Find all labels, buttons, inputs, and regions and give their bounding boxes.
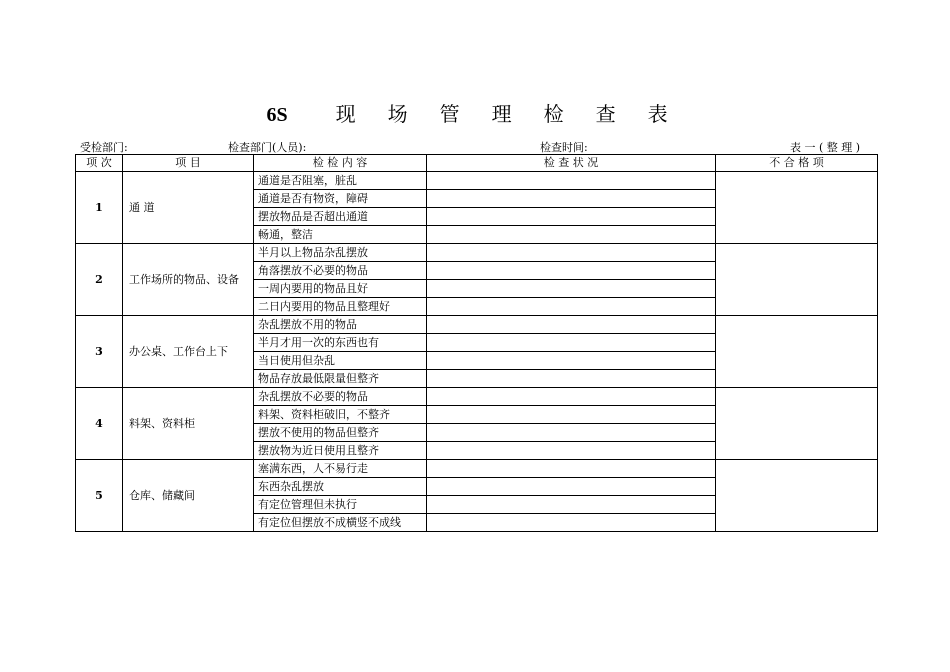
title-lead: 6S: [266, 104, 288, 126]
nonconforming-cell[interactable]: [716, 316, 878, 388]
item-number: 2: [76, 244, 123, 316]
check-content: 半月才用一次的东西也有: [254, 334, 427, 352]
header-item: 项 目: [123, 155, 254, 172]
status-cell[interactable]: [427, 226, 716, 244]
title-char: 检: [543, 102, 564, 126]
page-title: [0, 98, 950, 127]
status-cell[interactable]: [427, 262, 716, 280]
status-cell[interactable]: [427, 370, 716, 388]
nonconforming-cell[interactable]: [716, 388, 878, 460]
inspection-time-label: 检查时间:: [540, 141, 588, 154]
header-content: 检 检 内 容: [254, 155, 427, 172]
check-content: 杂乱摆放不必要的物品: [254, 388, 427, 406]
check-content: 杂乱摆放不用的物品: [254, 316, 427, 334]
check-content: 有定位管理但未执行: [254, 496, 427, 514]
status-cell[interactable]: [427, 406, 716, 424]
item-name: 料架、资料柜: [123, 388, 254, 460]
title-char: 表: [647, 102, 668, 126]
check-content: 半月以上物品杂乱摆放: [254, 244, 427, 262]
inspector-label: 检查部门(人员):: [228, 141, 307, 154]
status-cell[interactable]: [427, 280, 716, 298]
item-number: 5: [76, 460, 123, 532]
status-cell[interactable]: [427, 334, 716, 352]
table-row: [76, 460, 878, 478]
check-content: 摆放不使用的物品但整齐: [254, 424, 427, 442]
header-number: 项 次: [76, 155, 123, 172]
check-content: 摆放物为近日使用且整齐: [254, 442, 427, 460]
inspection-table: [75, 154, 878, 532]
item-number: 4: [76, 388, 123, 460]
title-char: 管: [439, 102, 460, 126]
check-content: 通道是否阻塞，脏乱: [254, 172, 427, 190]
check-content: 当日使用但杂乱: [254, 352, 427, 370]
item-number: 3: [76, 316, 123, 388]
status-cell[interactable]: [427, 442, 716, 460]
status-cell[interactable]: [427, 316, 716, 334]
status-cell[interactable]: [427, 496, 716, 514]
status-cell[interactable]: [427, 352, 716, 370]
status-cell[interactable]: [427, 460, 716, 478]
status-cell[interactable]: [427, 244, 716, 262]
check-content: 物品存放最低限量但整齐: [254, 370, 427, 388]
status-cell[interactable]: [427, 298, 716, 316]
check-content: 二日内要用的物品且整理好: [254, 298, 427, 316]
title-char: 理: [491, 102, 512, 126]
item-number: 1: [76, 172, 123, 244]
status-cell[interactable]: [427, 478, 716, 496]
nonconforming-cell[interactable]: [716, 460, 878, 532]
status-cell[interactable]: [427, 514, 716, 532]
check-content: 塞满东西，人不易行走: [254, 460, 427, 478]
table-row: [76, 316, 878, 334]
item-name: 办公桌、工作台上下: [123, 316, 254, 388]
title-char: 现: [335, 102, 356, 126]
item-name: 仓库、储藏间: [123, 460, 254, 532]
title-char: 查: [595, 102, 616, 126]
inspected-dept-label: 受检部门:: [80, 141, 128, 154]
table-row: [76, 172, 878, 190]
table-row: [76, 388, 878, 406]
status-cell[interactable]: [427, 424, 716, 442]
check-content: 有定位但摆放不成横竖不成线: [254, 514, 427, 532]
nonconforming-cell[interactable]: [716, 244, 878, 316]
header-nonconforming: 不 合 格 项: [716, 155, 878, 172]
item-name: 工作场所的物品、设备: [123, 244, 254, 316]
status-cell[interactable]: [427, 208, 716, 226]
table-row: [76, 244, 878, 262]
form-label: 表 一 ( 整 理 ): [790, 141, 861, 154]
status-cell[interactable]: [427, 190, 716, 208]
check-content: 畅通，整洁: [254, 226, 427, 244]
check-content: 通道是否有物资，障碍: [254, 190, 427, 208]
status-cell[interactable]: [427, 172, 716, 190]
check-content: 一周内要用的物品且好: [254, 280, 427, 298]
check-content: 角落摆放不必要的物品: [254, 262, 427, 280]
item-name: 通 道: [123, 172, 254, 244]
check-content: 摆放物品是否超出通道: [254, 208, 427, 226]
header-row: [76, 155, 878, 172]
check-content: 料架、资料柜破旧，不整齐: [254, 406, 427, 424]
title-char: 场: [387, 102, 408, 126]
nonconforming-cell[interactable]: [716, 172, 878, 244]
status-cell[interactable]: [427, 388, 716, 406]
header-status: 检 查 状 况: [427, 155, 716, 172]
check-content: 东西杂乱摆放: [254, 478, 427, 496]
